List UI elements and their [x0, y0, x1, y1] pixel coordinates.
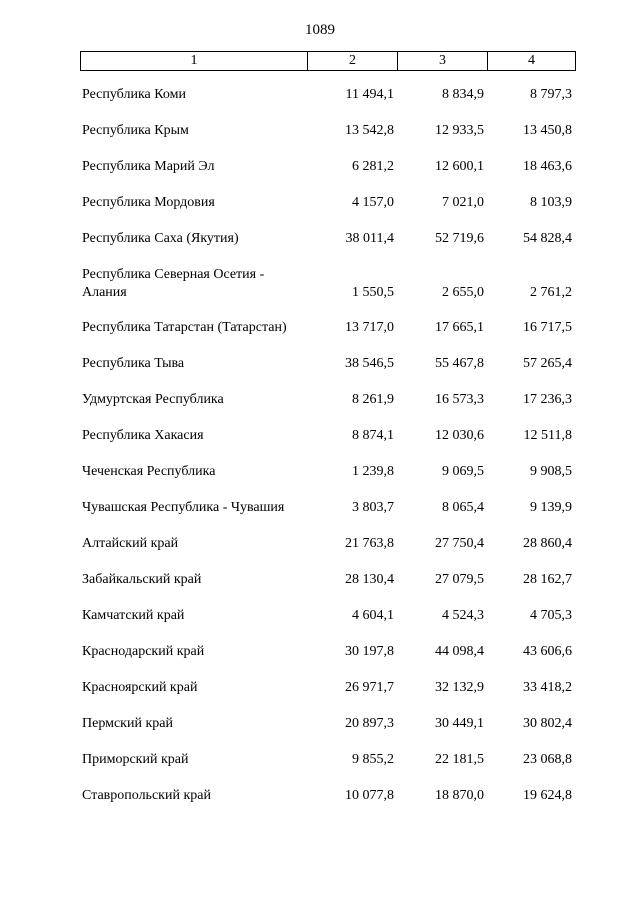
value-col-2: 4 604,1 — [352, 608, 394, 623]
value-col-4: 2 761,2 — [530, 285, 572, 300]
value-col-4: 57 265,4 — [523, 356, 572, 371]
table-header — [80, 51, 576, 71]
value-col-2: 1 239,8 — [352, 464, 394, 479]
value-col-3: 17 665,1 — [435, 320, 484, 335]
value-col-3: 22 181,5 — [435, 752, 484, 767]
value-col-4: 30 802,4 — [523, 716, 572, 731]
value-col-2: 6 281,2 — [352, 159, 394, 174]
value-col-3: 55 467,8 — [435, 356, 484, 371]
value-col-3: 8 065,4 — [442, 500, 484, 515]
value-col-2: 20 897,3 — [345, 716, 394, 731]
value-col-4: 17 236,3 — [523, 392, 572, 407]
region-name: Краснодарский край — [82, 644, 205, 659]
region-name: Ставропольский край — [82, 788, 211, 803]
value-col-2: 3 803,7 — [352, 500, 394, 515]
value-col-4: 12 511,8 — [523, 428, 572, 443]
value-col-4: 9 139,9 — [530, 500, 572, 515]
value-col-3: 30 449,1 — [435, 716, 484, 731]
region-name: Чеченская Республика — [82, 464, 216, 479]
value-col-3: 9 069,5 — [442, 464, 484, 479]
value-col-3: 12 030,6 — [435, 428, 484, 443]
region-name: Пермский край — [82, 716, 173, 731]
value-col-4: 4 705,3 — [530, 608, 572, 623]
value-col-4: 33 418,2 — [523, 680, 572, 695]
region-name: Республика Хакасия — [82, 428, 204, 443]
value-col-3: 12 600,1 — [435, 159, 484, 174]
region-name: Алтайский край — [82, 536, 179, 551]
value-col-3: 52 719,6 — [435, 231, 484, 246]
value-col-2: 13 717,0 — [345, 320, 394, 335]
value-col-3: 32 132,9 — [435, 680, 484, 695]
value-col-3: 16 573,3 — [435, 392, 484, 407]
value-col-2: 8 874,1 — [352, 428, 394, 443]
value-col-2: 1 550,5 — [352, 285, 394, 300]
value-col-2: 8 261,9 — [352, 392, 394, 407]
page-number: 1089 — [305, 22, 335, 38]
value-col-2: 10 077,8 — [345, 788, 394, 803]
value-col-2: 4 157,0 — [352, 195, 394, 210]
region-name: Республика Коми — [82, 87, 186, 102]
value-col-3: 8 834,9 — [442, 87, 484, 102]
header-cell-4: 4 — [528, 53, 535, 68]
value-col-4: 16 717,5 — [523, 320, 572, 335]
value-col-2: 11 494,1 — [345, 87, 394, 102]
value-col-3: 4 524,3 — [442, 608, 484, 623]
header-cell-2: 2 — [308, 52, 398, 70]
value-col-2: 21 763,8 — [345, 536, 394, 551]
region-name: Красноярский край — [82, 680, 198, 695]
value-col-4: 28 860,4 — [523, 536, 572, 551]
value-col-3: 27 079,5 — [435, 572, 484, 587]
region-name: Республика Саха (Якутия) — [82, 231, 239, 246]
value-col-2: 13 542,8 — [345, 123, 394, 138]
value-col-4: 28 162,7 — [523, 572, 572, 587]
region-name: Камчатский край — [82, 608, 185, 623]
value-col-4: 9 908,5 — [530, 464, 572, 479]
region-name: Республика Марий Эл — [82, 159, 215, 174]
region-name: Республика Мордовия — [82, 195, 215, 210]
region-name: Приморский край — [82, 752, 189, 767]
value-col-4: 13 450,8 — [523, 123, 572, 138]
value-col-4: 19 624,8 — [523, 788, 572, 803]
region-name: Республика Северная Осетия - Алания — [82, 267, 265, 300]
value-col-3: 27 750,4 — [435, 536, 484, 551]
value-col-2: 38 011,4 — [345, 231, 394, 246]
value-col-3: 44 098,4 — [435, 644, 484, 659]
header-cell-3: 3 — [398, 52, 488, 70]
value-col-3: 7 021,0 — [442, 195, 484, 210]
value-col-2: 38 546,5 — [345, 356, 394, 371]
value-col-2: 28 130,4 — [345, 572, 394, 587]
value-col-4: 54 828,4 — [523, 231, 572, 246]
value-col-4: 43 606,6 — [523, 644, 572, 659]
region-name: Забайкальский край — [82, 572, 202, 587]
value-col-4: 23 068,8 — [523, 752, 572, 767]
value-col-2: 9 855,2 — [352, 752, 394, 767]
value-col-3: 12 933,5 — [435, 123, 484, 138]
region-name: Республика Тыва — [82, 356, 185, 371]
region-name: Республика Татарстан (Татарстан) — [82, 320, 287, 335]
region-name: Чувашская Республика - Чувашия — [82, 500, 285, 515]
value-col-4: 8 797,3 — [530, 87, 572, 102]
value-col-4: 8 103,9 — [530, 195, 572, 210]
region-name: Удмуртская Республика — [82, 392, 224, 407]
value-col-3: 2 655,0 — [442, 285, 484, 300]
value-col-2: 26 971,7 — [345, 680, 394, 695]
value-col-2: 30 197,8 — [345, 644, 394, 659]
value-col-4: 18 463,6 — [523, 159, 572, 174]
region-name: Республика Крым — [82, 123, 189, 138]
value-col-3: 18 870,0 — [435, 788, 484, 803]
header-cell-1: 1 — [81, 52, 308, 70]
